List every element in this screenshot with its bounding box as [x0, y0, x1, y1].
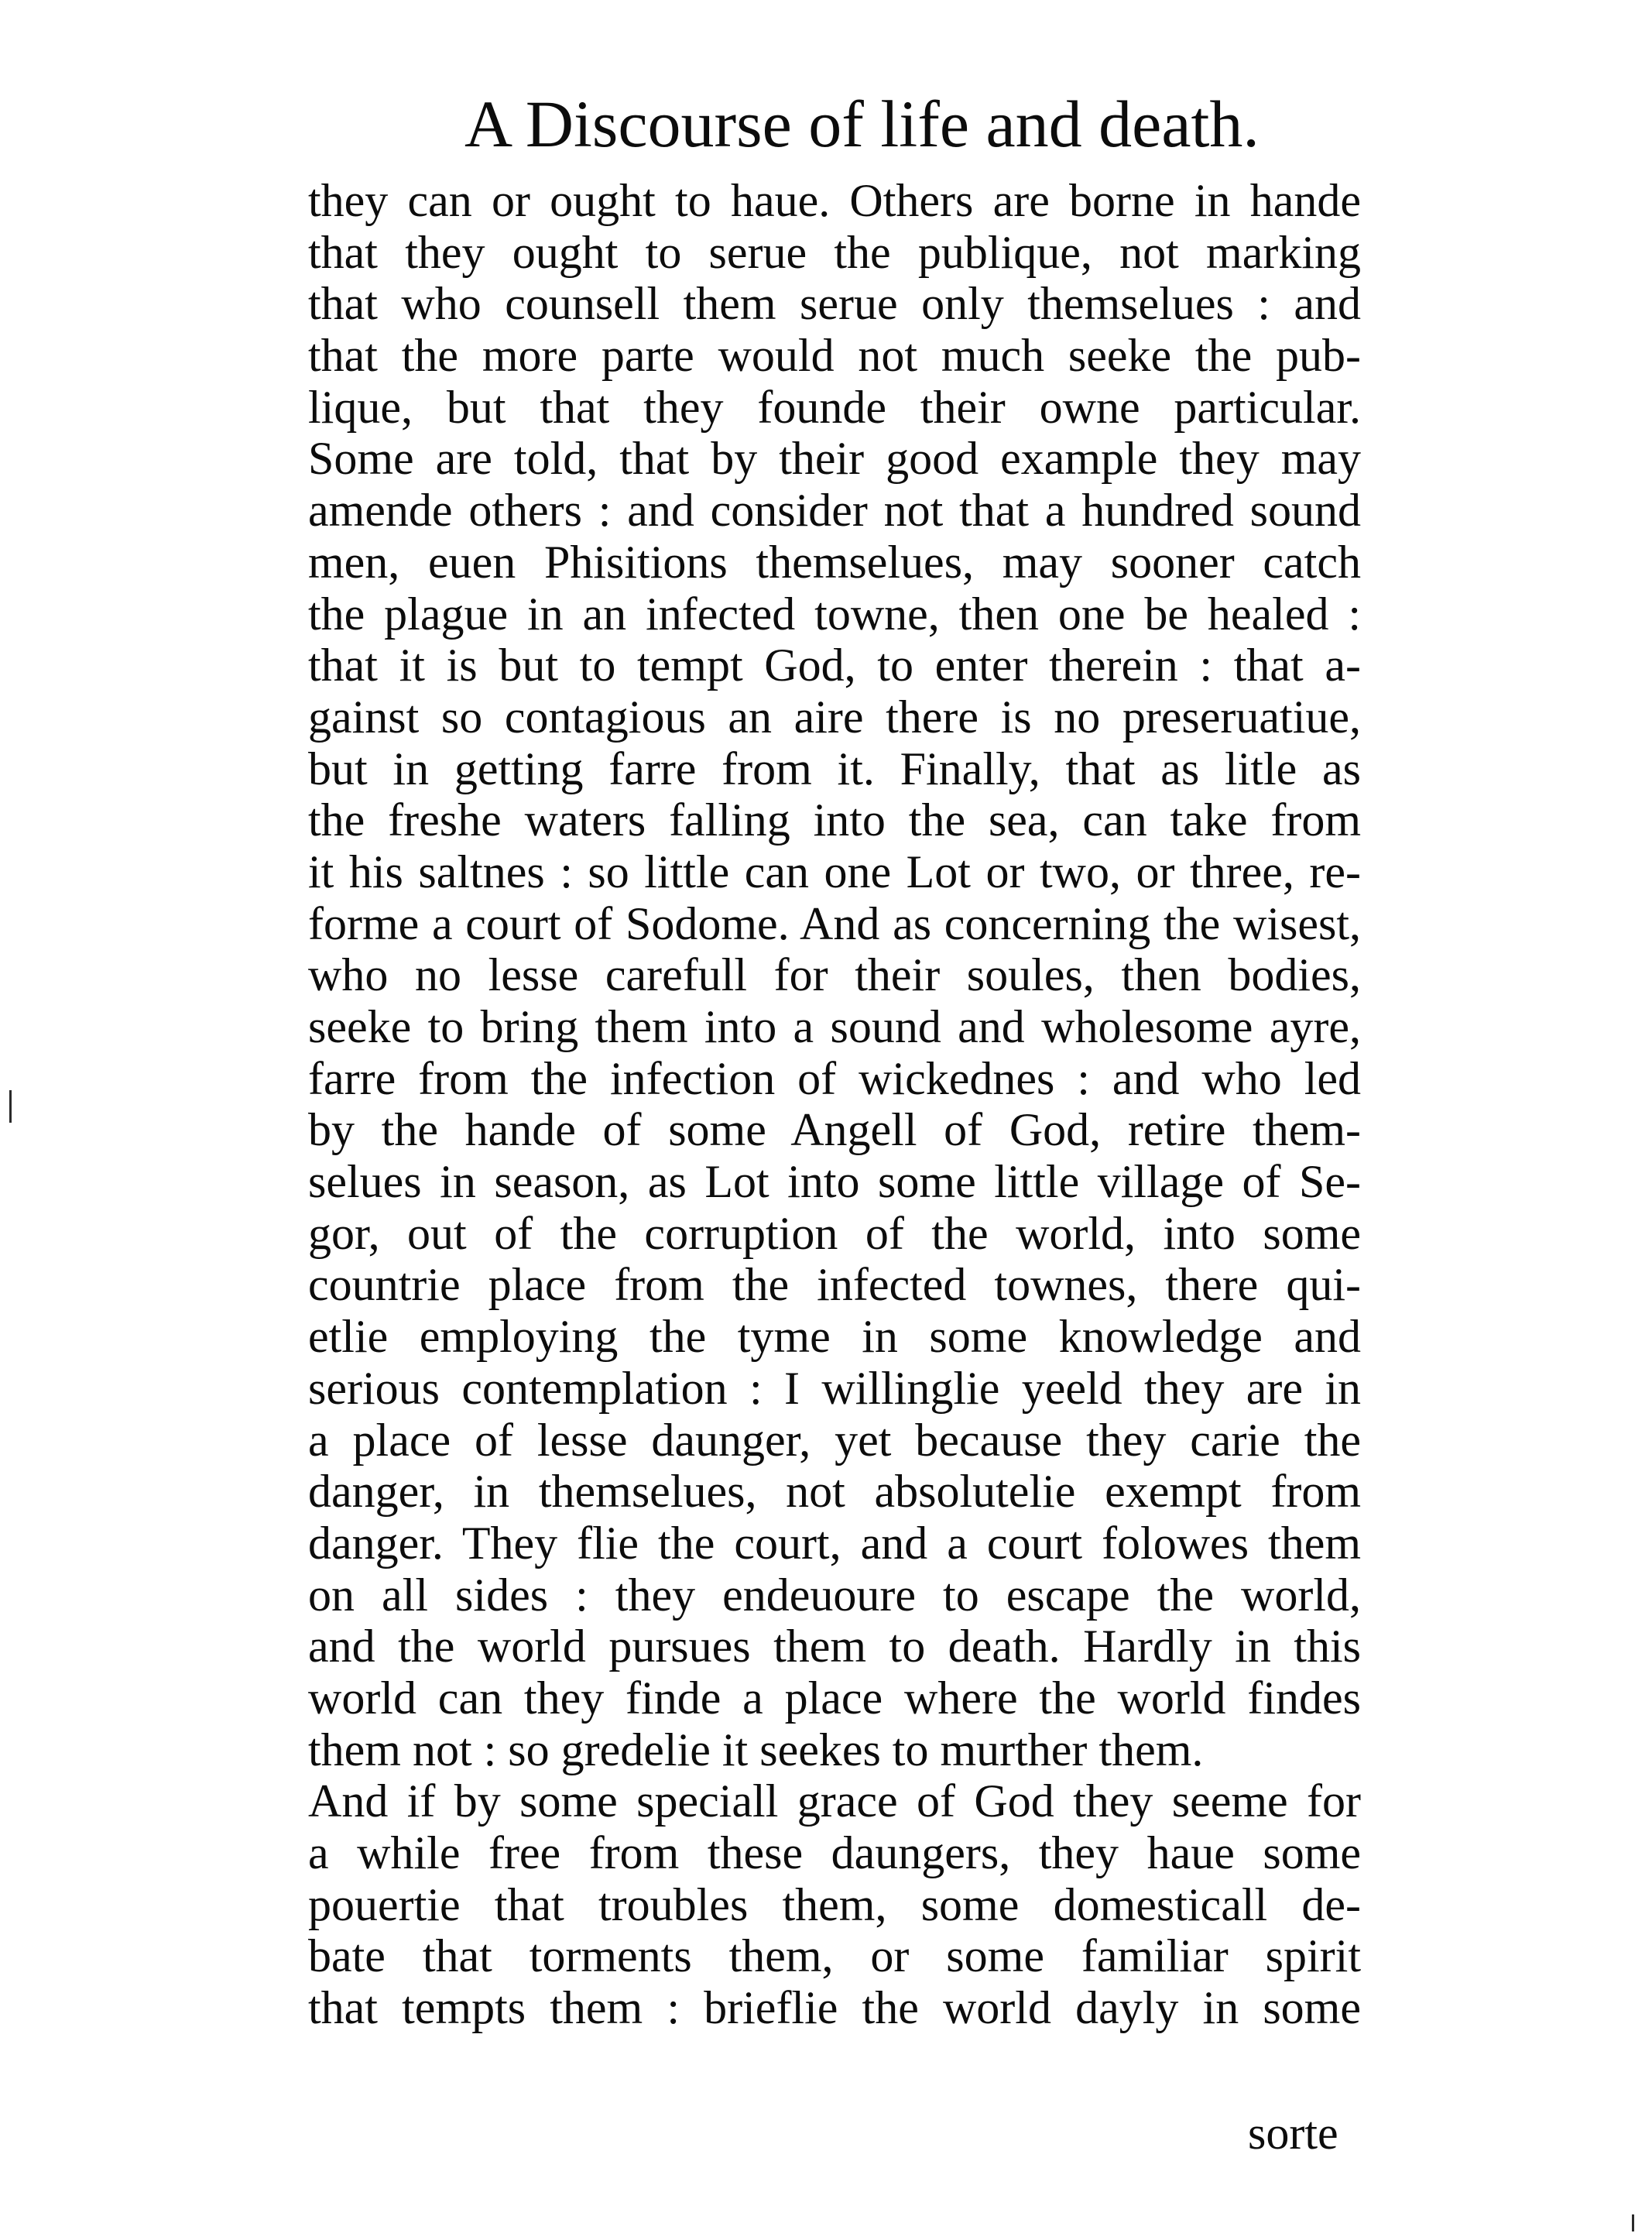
text-line: on all sides : they endeuoure to escape the world,: [308, 1569, 1361, 1621]
text-line: forme a court of Sodome. And as concerning the wisest,: [308, 897, 1361, 949]
text-line: the freshe waters falling into the sea, can take from: [308, 794, 1361, 846]
text-line: bate that torments them, or some familiar spirit: [308, 1930, 1361, 1982]
text-line: gor, out of the corruption of the world, into some: [308, 1207, 1361, 1259]
text-line: lique, but that they founde their owne particular.: [308, 381, 1361, 433]
text-line: farre from the infection of wickednes : and who led: [308, 1052, 1361, 1104]
running-head: A Discourse of life and death.: [464, 87, 1260, 161]
text-line: serious contemplation : I willinglie yeeld they are in: [308, 1362, 1361, 1414]
text-line: countrie place from the infected townes, there qui-: [308, 1259, 1361, 1311]
catchword: sorte: [1248, 2108, 1338, 2159]
text-line: them not : so gredelie it seekes to murther them.: [308, 1724, 1204, 1775]
text-line: And if by some speciall grace of God they seeme for: [308, 1775, 1361, 1827]
text-line: and the world pursues them to death. Hardly in this: [308, 1621, 1361, 1672]
text-line: seeke to bring them into a sound and wholesome ayre,: [308, 1001, 1361, 1052]
text-line: it his saltnes : so little can one Lot or two, or three, re-: [308, 846, 1361, 897]
text-line: selues in season, as Lot into some little village of Se-: [308, 1156, 1361, 1208]
text-line: that it is but to tempt God, to enter therein : that a-: [308, 640, 1361, 691]
body-text: [308, 175, 1361, 2034]
text-line: Some are told, that by their good example they may: [308, 433, 1361, 485]
text-line: that the more parte would not much seeke the pub-: [308, 330, 1361, 382]
text-line: the plague in an infected towne, then one be healed :: [308, 588, 1361, 640]
text-line: but in getting farre from it. Finally, that as litle as: [308, 743, 1361, 794]
text-line: danger. They flie the court, and a court folowes them: [308, 1517, 1361, 1569]
text-line: gainst so contagious an aire there is no preseruatiue,: [308, 691, 1361, 743]
text-line: danger, in themselues, not absolutelie exempt from: [308, 1466, 1361, 1518]
text-line: by the hande of some Angell of God, retire them-: [308, 1104, 1361, 1156]
text-line: that tempts them : brieflie the world dayly in some: [308, 1982, 1361, 2034]
text-line: etlie employing the tyme in some knowledge and: [308, 1311, 1361, 1363]
text-line: who no lesse carefull for their soules, then bodies,: [308, 949, 1361, 1001]
text-line: amende others : and consider not that a hundred sound: [308, 485, 1361, 537]
text-line: a place of lesse daunger, yet because they carie the: [308, 1414, 1361, 1466]
text-line: pouertie that troubles them, some domesticall de-: [308, 1878, 1361, 1930]
text-line: they can or ought to haue. Others are borne in hande: [308, 175, 1361, 226]
text-line: that they ought to serue the publique, not marking: [308, 226, 1361, 278]
text-line: world can they finde a place where the world findes: [308, 1672, 1361, 1724]
text-line: that who counsell them serue only themselues : and: [308, 278, 1361, 330]
margin-mark: [9, 1090, 12, 1123]
text-line: men, euen Phisitions themselues, may sooner catch: [308, 536, 1361, 588]
corner-mark: [1632, 2214, 1634, 2231]
text-line: a while free from these daungers, they haue some: [308, 1827, 1361, 1878]
